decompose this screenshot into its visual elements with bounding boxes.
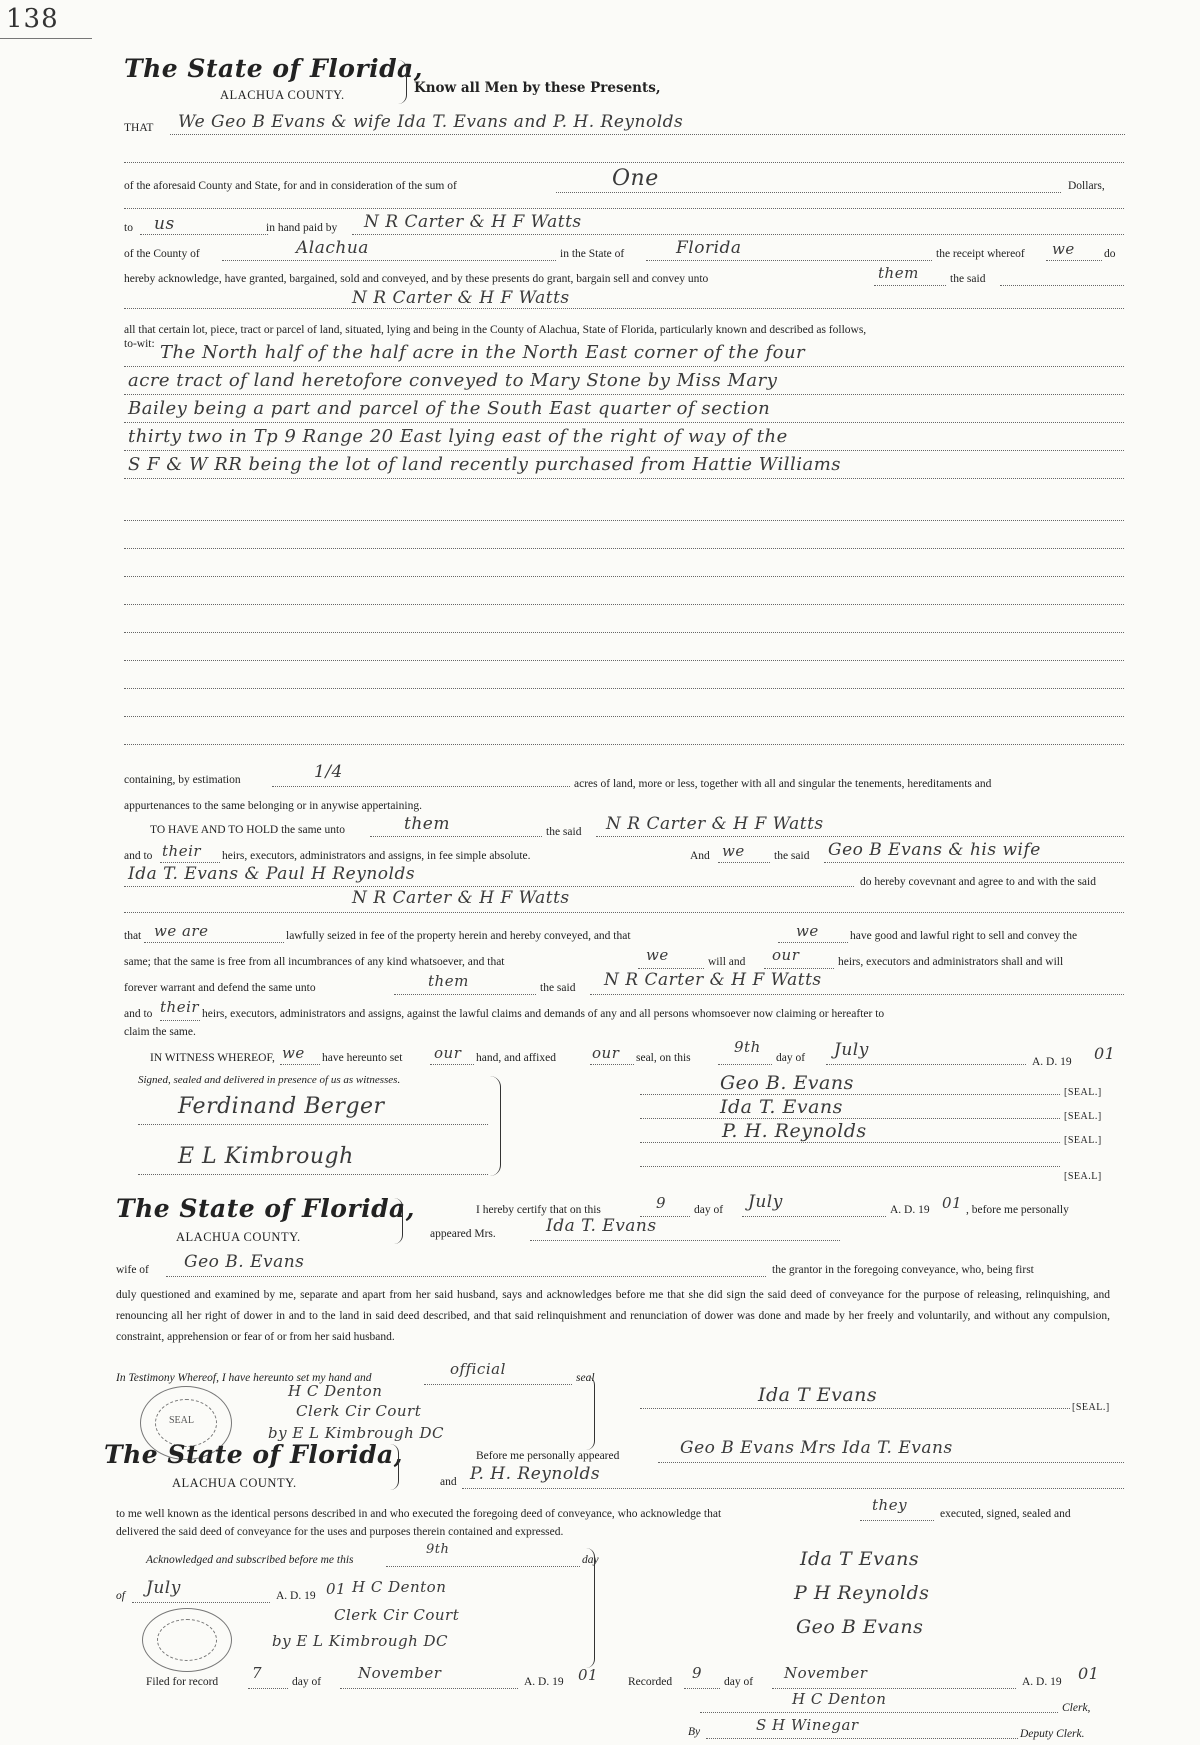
will-and-label: will and	[708, 956, 746, 968]
ack-brace	[390, 1444, 399, 1490]
hand-handwriting: our	[434, 1044, 462, 1062]
description-line-4: thirty two in Tp 9 Range 20 East lying east of the right of way of the	[128, 426, 788, 447]
ack-of-label: of	[116, 1590, 125, 1602]
ack-signature-2: P H Reynolds	[794, 1582, 930, 1604]
description-line-2: acre tract of land heretofore conveyed to Mary Stone by Miss Mary	[128, 370, 778, 391]
delivered-text: delivered the said deed of conveyance for the uses and purposes therein contained and expressed.	[116, 1526, 564, 1538]
ack-and-handwriting: P. H. Reynolds	[470, 1464, 601, 1484]
ack-sub-brace	[586, 1548, 595, 1668]
deputy-label: Deputy Clerk.	[1020, 1728, 1085, 1740]
wife-day-handwriting: 9	[656, 1194, 667, 1212]
ack-official-sig-line-2: Clerk Cir Court	[334, 1606, 460, 1624]
and-to2-label: and to	[124, 1008, 153, 1020]
before-label: Before me personally appeared	[476, 1450, 620, 1462]
and-said-handwriting: Geo B Evans & his wife	[828, 840, 1041, 860]
wife-brace	[394, 1198, 403, 1244]
description-line-3: Bailey being a part and parcel of the South East quarter of section	[128, 398, 771, 419]
stamp-text: SEAL	[169, 1415, 194, 1426]
ack-signature-1: Ida T Evans	[800, 1548, 920, 1570]
day-handwriting: 9th	[734, 1038, 761, 1056]
recorded-ad-label: A. D. 19	[1022, 1676, 1062, 1688]
covenant-grantee-handwriting: N R Carter & H F Watts	[352, 888, 570, 908]
official-handwriting: official	[450, 1360, 506, 1378]
aforesaid-text: of the aforesaid County and State, for and in consideration of the sum of	[124, 180, 457, 192]
grantee-handwriting: N R Carter & H F Watts	[352, 288, 570, 308]
wife-state-title: The State of Florida,	[116, 1194, 415, 1223]
the-said-label: the said	[950, 273, 986, 285]
paid-by-label: in hand paid by	[266, 222, 338, 234]
certify-label: I hereby certify that on this	[476, 1204, 601, 1216]
wife-year-handwriting: 01	[942, 1194, 963, 1212]
wife-of-handwriting: Geo B. Evans	[184, 1252, 305, 1272]
testimony-label: In Testimony Whereof, I have hereunto set my hand and	[116, 1372, 372, 1384]
acres-handwriting: 1/4	[314, 762, 343, 782]
to-handwriting: us	[154, 214, 175, 234]
header-brace	[398, 60, 407, 104]
that-we-handwriting: we are	[154, 922, 209, 940]
recorded-year-handwriting: 01	[1078, 1664, 1100, 1683]
seal-3: [SEAL.]	[1064, 1135, 1102, 1146]
lawfully-text: lawfully seized in fee of the property herein and hereby conveyed, and that	[286, 930, 631, 942]
appeared-handwriting: Ida T. Evans	[546, 1216, 657, 1236]
witness-1-signature: Ferdinand Berger	[178, 1094, 385, 1119]
ack-appeared-handwriting: Geo B Evans Mrs Ida T. Evans	[680, 1438, 953, 1458]
recorded-day-handwriting: 9	[692, 1664, 703, 1682]
official-sig-line-2: Clerk Cir Court	[296, 1402, 422, 1420]
free-text: same; that the same is free from all incumbrances of any kind whatsoever, and that	[124, 956, 505, 968]
forever-handwriting: them	[428, 972, 469, 990]
lawfully-handwriting: we	[796, 922, 819, 940]
wife-day-of-label: day of	[694, 1204, 724, 1216]
ack-signature-3: Geo B Evans	[796, 1616, 924, 1638]
wife-ad-label: A. D. 19	[890, 1204, 930, 1216]
wife-ack-paragraph: duly questioned and examined by me, separate and apart from her said husband, says and acknowledges before me that she did sign the said deed of conveyance for the purpose of releasing, relinquishing, and renouncing all her right of dower in and to the land in said deed described, and that said relinquishment and renunciation of dower was done and made by her freely and voluntarily, and without any compulsion, constraint, apprehension or fear of or from her said husband.	[116, 1289, 1110, 1343]
know-all-men: Know all Men by these Presents,	[414, 80, 661, 96]
deputy-handwriting: S H Winegar	[756, 1716, 859, 1734]
heirs-text: heirs, executors, administrators and assigns, in fee simple absolute.	[222, 850, 531, 862]
witness-2-signature: E L Kimbrough	[178, 1144, 354, 1169]
ack-ad-label: A. D. 19	[276, 1590, 316, 1602]
ack-and-label: and	[440, 1476, 457, 1488]
description-line-1: The North half of the half acre in the North East corner of the four	[160, 342, 806, 363]
free-handwriting: we	[646, 946, 669, 964]
wife-seal: [SEAL.]	[1072, 1402, 1110, 1413]
covenant-handwriting: Ida T. Evans & Paul H Reynolds	[128, 864, 416, 884]
sum-handwriting: One	[612, 166, 659, 191]
whereof-handwriting: we	[282, 1044, 305, 1062]
state-handwriting: Florida	[676, 238, 742, 258]
that-label: THAT	[124, 122, 154, 134]
forever-said-label: the said	[540, 982, 576, 994]
clerk-label: Clerk,	[1062, 1702, 1091, 1714]
hand-label: hand, and affixed	[476, 1052, 556, 1064]
page-number: 138	[6, 4, 59, 34]
ack-seal-stamp	[142, 1608, 232, 1672]
have-grantee-handwriting: N R Carter & H F Watts	[606, 814, 824, 834]
they-handwriting: they	[872, 1496, 908, 1514]
good-right-text: have good and lawful right to sell and convey the	[850, 930, 1078, 942]
state-title: The State of Florida,	[124, 54, 423, 83]
to-label: to	[124, 222, 133, 234]
recorded-label: Recorded	[628, 1676, 673, 1688]
forever-text: forever warrant and defend the same unto	[124, 982, 316, 994]
to-have-label: TO HAVE AND TO HOLD the same unto	[150, 824, 345, 836]
wife-county-label: ALACHUA COUNTY.	[176, 1230, 301, 1244]
ack-day-label: day	[582, 1554, 599, 1566]
forever-grantee-handwriting: N R Carter & H F Watts	[604, 970, 822, 990]
filed-day-of: day of	[292, 1676, 322, 1688]
ack-subscribed-label: Acknowledged and subscribed before me this	[146, 1554, 354, 1566]
ack-day-handwriting: 9th	[426, 1542, 450, 1557]
day-of-label: day of	[776, 1052, 806, 1064]
executed-text: executed, signed, sealed and	[940, 1508, 1071, 1520]
containing-label: containing, by estimation	[124, 774, 241, 786]
have-unto-handwriting: them	[404, 814, 450, 834]
wife-before-me-label: , before me personally	[966, 1204, 1069, 1216]
wife-signature: Ida T Evans	[758, 1384, 878, 1406]
ad-label: A. D. 19	[1032, 1056, 1072, 1068]
all-that-text: all that certain lot, piece, tract or parcel of land, situated, lying and being in the County of Alachua, State of Florida, particularly known and described as follows,	[124, 324, 867, 336]
and-handwriting: we	[722, 842, 745, 860]
county-handwriting: Alachua	[296, 238, 369, 258]
seal-2: [SEAL.]	[1064, 1111, 1102, 1122]
heirs-exec-text: heirs, executors and administrators shall and will	[838, 956, 1064, 968]
hereunto-label: have hereunto set	[322, 1052, 403, 1064]
grantor-signature-3: P. H. Reynolds	[722, 1120, 867, 1142]
do-label: do	[1104, 248, 1116, 260]
receipt-label: the receipt whereof	[936, 248, 1025, 260]
appurtenances-text: appurtenances to the same belonging or in anywise appertaining.	[124, 800, 422, 812]
claim-text: claim the same.	[124, 1026, 196, 1038]
known-text: to me well known as the identical persons described in and who executed the foregoing deed of conveyance, who acknowledge that	[116, 1508, 722, 1520]
will-and-handwriting: our	[772, 946, 800, 964]
and-label: And	[690, 850, 710, 862]
seal-1: [SEAL.]	[1064, 1087, 1102, 1098]
receipt-handwriting: we	[1052, 240, 1075, 258]
official-sig-line-3: by E L Kimbrough DC	[268, 1424, 445, 1442]
witness-brace	[490, 1076, 501, 1176]
to-wit-label: to-wit:	[124, 338, 155, 350]
ack-official-sig-line-1: H C Denton	[352, 1578, 447, 1596]
heirs-claims-text: heirs, executors, administrators and assigns, against the lawful claims and demands of any and all persons whomsoever now claiming or hereafter to	[202, 1008, 885, 1020]
description-line-5: S F & W RR being the lot of land recently purchased from Hattie Williams	[128, 454, 842, 475]
covenant-text: do hereby covevnant and agree to and with the said	[860, 876, 1096, 888]
wife-of-label: wife of	[116, 1264, 149, 1276]
seal-on-label: seal, on this	[636, 1052, 691, 1064]
grantor-signature-2: Ida T. Evans	[720, 1096, 843, 1118]
have-said-label: the said	[546, 826, 582, 838]
recorded-month-handwriting: November	[784, 1664, 868, 1682]
paid-by-handwriting: N R Carter & H F Watts	[364, 212, 582, 232]
page-number-rule	[0, 38, 92, 39]
dollars-label: Dollars,	[1068, 180, 1105, 192]
ack-month-handwriting: July	[146, 1578, 181, 1598]
seal-handwriting: our	[592, 1044, 620, 1062]
unto-handwriting: them	[878, 264, 919, 282]
month-handwriting: July	[834, 1040, 869, 1060]
and-to2-handwriting: their	[160, 998, 200, 1016]
ack-county-label: ALACHUA COUNTY.	[172, 1476, 297, 1490]
filed-label: Filed for record	[146, 1676, 219, 1688]
filed-day-handwriting: 7	[252, 1664, 263, 1682]
by-label: By	[688, 1726, 701, 1738]
seal-word: seal	[576, 1372, 595, 1384]
grantor-signature-1: Geo B. Evans	[720, 1072, 854, 1094]
ack-state-title: The State of Florida,	[104, 1440, 403, 1469]
filed-month-handwriting: November	[358, 1664, 442, 1682]
and-said-label: the said	[774, 850, 810, 862]
official-sig-line-1: H C Denton	[288, 1382, 383, 1400]
in-state-label: in the State of	[560, 248, 625, 260]
of-county-label: of the County of	[124, 248, 200, 260]
and-to-label: and to	[124, 850, 153, 862]
ack-year-handwriting: 01	[326, 1580, 347, 1598]
ack-official-sig-line-3: by E L Kimbrough DC	[272, 1632, 449, 1650]
county-label: ALACHUA COUNTY.	[220, 88, 345, 102]
filed-ad-label: A. D. 19	[524, 1676, 564, 1688]
and-to-handwriting: their	[162, 842, 202, 860]
signed-label: Signed, sealed and delivered in presence of us as witnesses.	[138, 1074, 401, 1086]
filed-year-handwriting: 01	[578, 1666, 599, 1684]
whereof-label: IN WITNESS WHEREOF,	[150, 1052, 275, 1064]
recorded-day-of: day of	[724, 1676, 754, 1688]
year-handwriting: 01	[1094, 1044, 1116, 1063]
grantor-text: the grantor in the foregoing conveyance, who, being first	[772, 1264, 1034, 1276]
acres-text: acres of land, more or less, together with all and singular the tenements, hereditaments and	[574, 778, 992, 790]
wife-month-handwriting: July	[748, 1192, 783, 1212]
grantors-handwriting: We Geo B Evans & wife Ida T. Evans and P. H. Reynolds	[178, 112, 684, 132]
clerk-handwriting: H C Denton	[792, 1690, 887, 1708]
that-we-label: that	[124, 930, 142, 942]
appeared-label: appeared Mrs.	[430, 1228, 496, 1240]
testimony-brace	[586, 1376, 595, 1450]
seal-4: [SEA.L]	[1064, 1171, 1102, 1182]
hereby-text: hereby acknowledge, have granted, bargained, sold and conveyed, and by these presents do grant, bargain sell and convey unto	[124, 273, 709, 285]
